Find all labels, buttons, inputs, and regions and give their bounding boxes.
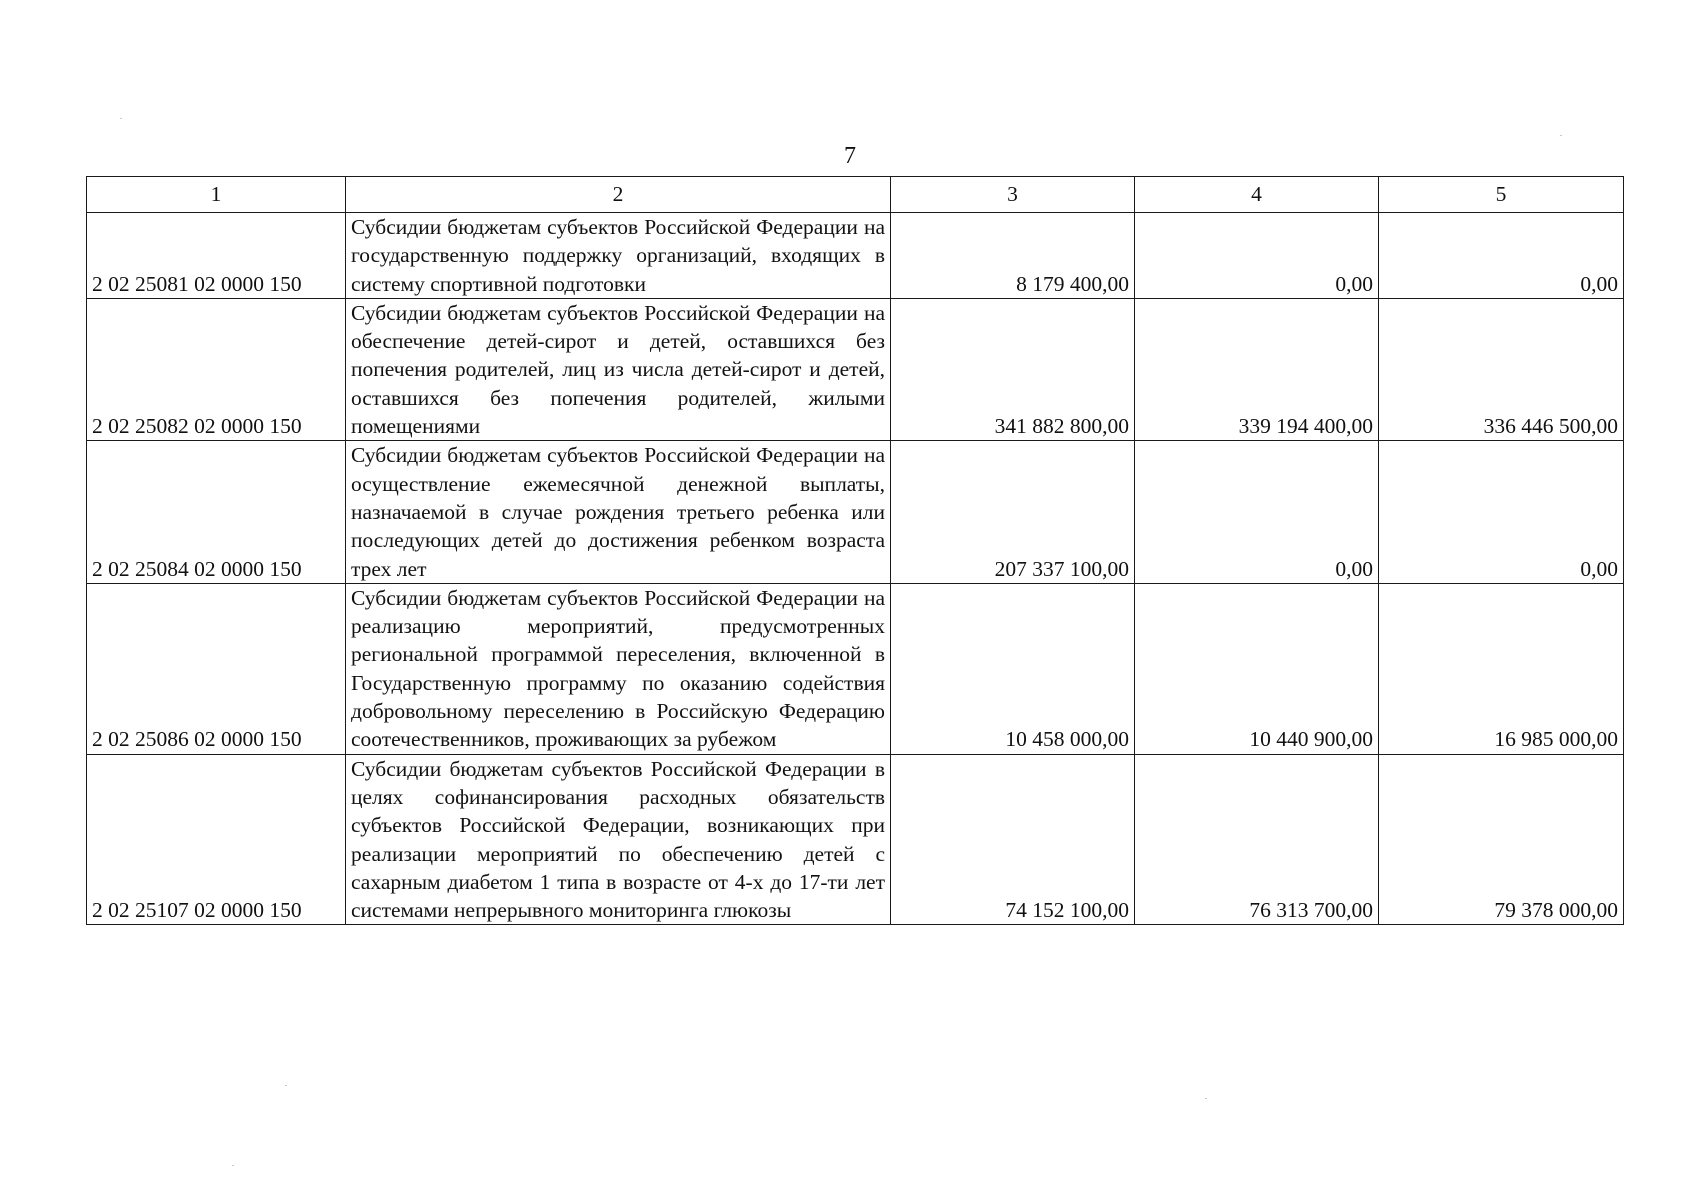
income-code: 2 02 25081 02 0000 150 bbox=[87, 213, 346, 299]
amount-col-4: 0,00 bbox=[1135, 213, 1379, 299]
column-header-2: 2 bbox=[346, 177, 891, 213]
income-code: 2 02 25107 02 0000 150 bbox=[87, 754, 346, 925]
table-row bbox=[87, 213, 1624, 299]
column-header-1: 1 bbox=[87, 177, 346, 213]
table-row bbox=[87, 754, 1624, 925]
amount-col-3: 8 179 400,00 bbox=[891, 213, 1135, 299]
amount-col-5: 79 378 000,00 bbox=[1379, 754, 1624, 925]
amount-col-5: 0,00 bbox=[1379, 441, 1624, 583]
amount-col-3: 207 337 100,00 bbox=[891, 441, 1135, 583]
income-code: 2 02 25084 02 0000 150 bbox=[87, 441, 346, 583]
income-name: Субсидии бюджетам субъектов Российской Федерации на осуществление ежемесячной денежной выплаты, назначаемой в случае рождения третьего ребенка или последующих детей до достижения ребенком возраста трех лет bbox=[346, 441, 891, 583]
amount-col-4: 76 313 700,00 bbox=[1135, 754, 1379, 925]
column-header-3: 3 bbox=[891, 177, 1135, 213]
page-number: 7 bbox=[844, 143, 856, 169]
income-name: Субсидии бюджетам субъектов Российской Федерации на государственную поддержку организаций, входящих в систему спортивной подготовки bbox=[346, 213, 891, 299]
income-name: Субсидии бюджетам субъектов Российской Федерации на обеспечение детей-сирот и детей, оставшихся без попечения родителей, лиц из числа детей-сирот и детей, оставшихся без попечения родителей, жилыми помещениями bbox=[346, 298, 891, 440]
amount-col-5: 16 985 000,00 bbox=[1379, 583, 1624, 754]
income-name: Субсидии бюджетам субъектов Российской Федерации на реализацию мероприятий, предусмотренных региональной программой переселения, включенной в Государственную программу по оказанию содействия добровольному переселению в Российскую Федерацию соотечественников, проживающих за рубежом bbox=[346, 583, 891, 754]
amount-col-5: 0,00 bbox=[1379, 213, 1624, 299]
amount-col-3: 10 458 000,00 bbox=[891, 583, 1135, 754]
table-row bbox=[87, 583, 1624, 754]
table-header-row bbox=[87, 177, 1624, 213]
amount-col-3: 341 882 800,00 bbox=[891, 298, 1135, 440]
scan-speck bbox=[1205, 1098, 1207, 1099]
scan-speck bbox=[1560, 135, 1562, 136]
table-row bbox=[87, 298, 1624, 440]
scan-speck bbox=[285, 1085, 287, 1086]
income-code: 2 02 25082 02 0000 150 bbox=[87, 298, 346, 440]
amount-col-4: 339 194 400,00 bbox=[1135, 298, 1379, 440]
scan-speck bbox=[232, 1165, 234, 1166]
income-code: 2 02 25086 02 0000 150 bbox=[87, 583, 346, 754]
income-name: Субсидии бюджетам субъектов Российской Федерации в целях софинансирования расходных обязательств субъектов Российской Федерации, возникающих при реализации мероприятий по обеспечению детей с сахарным диабетом 1 типа в возрасте от 4-х до 17-ти лет системами непрерывного мониторинга глюкозы bbox=[346, 754, 891, 925]
column-header-4: 4 bbox=[1135, 177, 1379, 213]
table-row bbox=[87, 441, 1624, 583]
amount-col-5: 336 446 500,00 bbox=[1379, 298, 1624, 440]
amount-col-4: 0,00 bbox=[1135, 441, 1379, 583]
amount-col-3: 74 152 100,00 bbox=[891, 754, 1135, 925]
budget-table bbox=[86, 176, 1624, 925]
scan-speck bbox=[120, 118, 122, 119]
column-header-5: 5 bbox=[1379, 177, 1624, 213]
amount-col-4: 10 440 900,00 bbox=[1135, 583, 1379, 754]
